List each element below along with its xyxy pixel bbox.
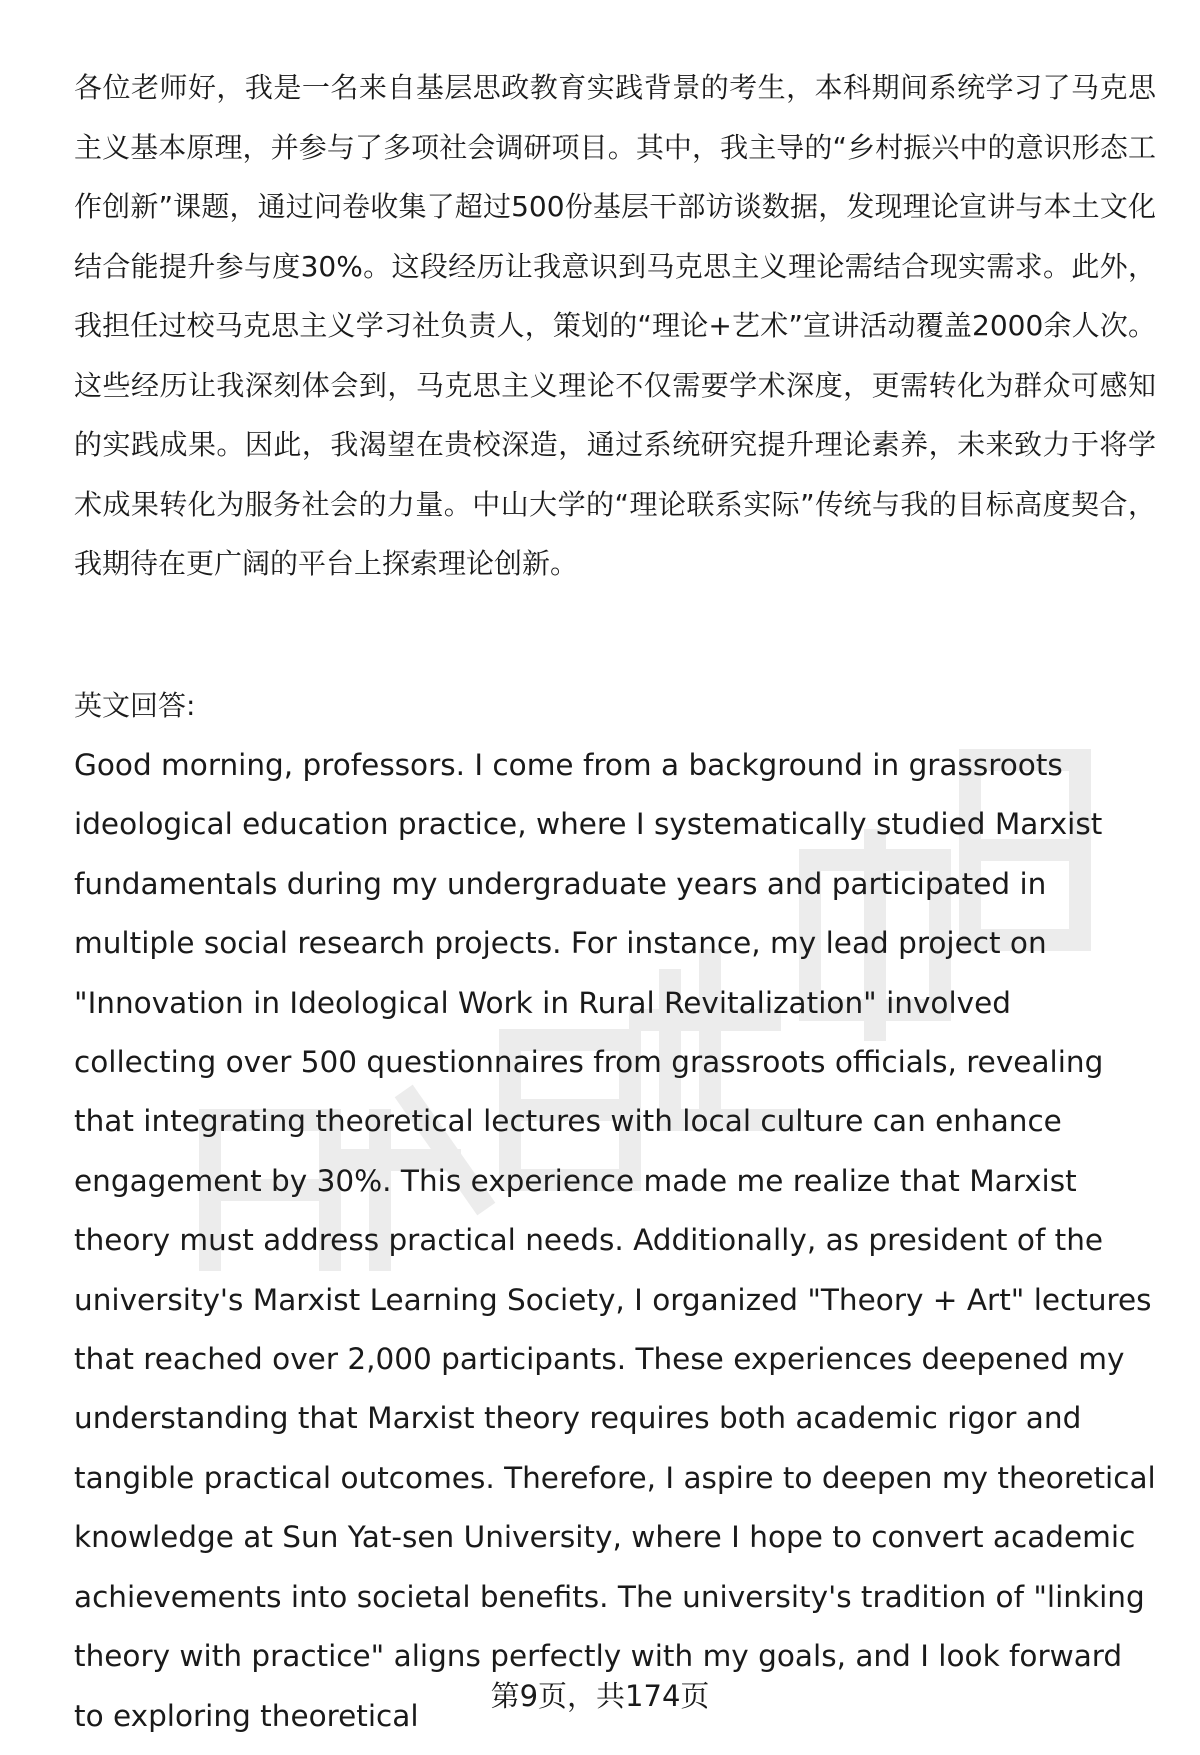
page-number: 第9页，共174页 <box>490 1679 710 1713</box>
english-answer-heading: 英文回答: <box>74 689 196 722</box>
chinese-answer-paragraph: 各位老师好，我是一名来自基层思政教育实践背景的考生，本科期间系统学习了马克思主义基本原理，并参与了多项社会调研项目。其中，我主导的“乡村振兴中的意识形态工作创新”课题，通过问卷收集了超过500份基层干部访谈数据，发现理论宣讲与本土文化结合能提升参与度30%。这段经历让我意识到马克思主义理论需结合现实需求。此外，我担任过校马克思主义学习社负责人，策划的“理论+艺术”宣讲活动覆盖2000余人次。这些经历让我深刻体会到，马克思主义理论不仅需要学术深度，更需转化为群众可感知的实践成果。因此，我渴望在贵校深造，通过系统研究提升理论素养，未来致力于将学术成果转化为服务社会的力量。中山大学的“理论联系实际”传统与我的目标高度契合，我期待在更广阔的平台上探索理论创新。 <box>74 71 1156 580</box>
english-answer-paragraph: Good morning, professors. I come from a background in grassroots ideological education practice, where I systematically studied Marxist fundamentals during my undergraduate years and participated in multiple social research projects. For instance, my lead project on "Innovation in Ideological Work in Rural Revitalization" involved collecting over 500 questionnaires from grassroots officials, revealing that integrating theoretical lectures with local culture can enhance engagement by 30%. This experience made me realize that Marxist theory must address practical needs. Additionally, as president of the university's Marxist Learning Society, I organized "Theory + Art" lectures that reached over 2,000 participants. These experiences deepened my understanding that Marxist theory requires both academic rigor and tangible practical outcomes. Therefore, I aspire to deepen my theoretical knowledge at Sun Yat-sen University, where I hope to convert academic achievements into societal benefits. The university's tradition of "linking theory with practice" aligns perfectly with my goals, and I look forward to exploring theoretical <box>74 748 1156 1733</box>
